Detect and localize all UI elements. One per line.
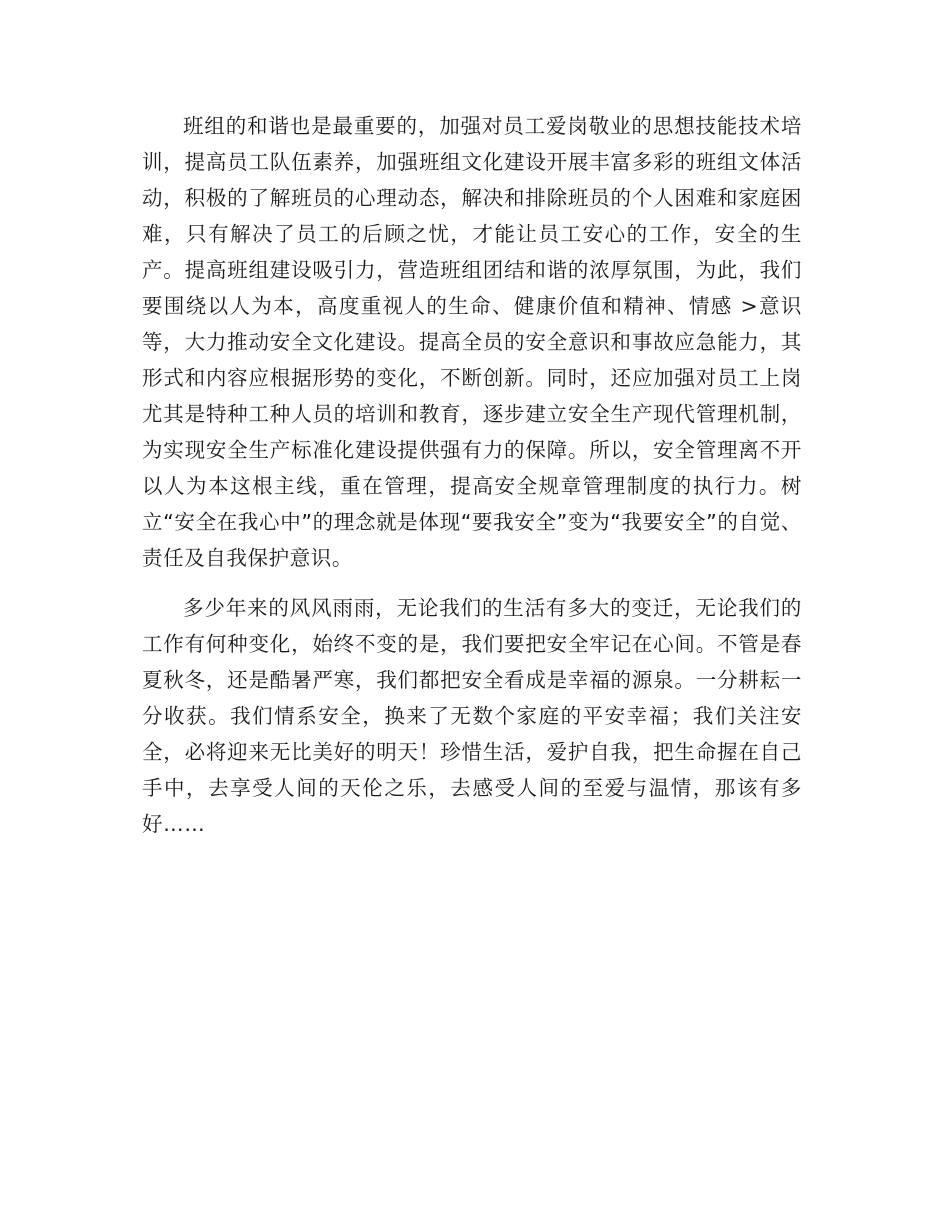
- document-body: [142, 108, 802, 842]
- paragraph: 班组的和谐也是最重要的，加强对员工爱岗敬业的思想技能技术培训，提高员工队伍素养，加强班组文化建设开展丰富多彩的班组文体活动，积极的了解班员的心理动态，解决和排除班员的个人困难和家庭困难，只有解决了员工的后顾之忧，才能让员工安心的工作，安全的生产。提高班组建设吸引力，营造班组团结和谐的浓厚氛围，为此，我们要围绕以人为本，高度重视人的生命、健康价值和精神、情感 >意识等，大力推动安全文化建设。提高全员的安全意识和事故应急能力，其形式和内容应根据形势的变化，不断创新。同时，还应加强对员工上岗尤其是特种工种人员的培训和教育，逐步建立安全生产现代管理机制，为实现安全生产标准化建设提供强有力的保障。所以，安全管理离不开以人为本这根主线，重在管理，提高安全规章管理制度的执行力。树立“安全在我心中”的理念就是体现“要我安全”变为“我要安全”的自觉、责任及自我保护意识。: [142, 114, 802, 570]
- paragraph: 多少年来的风风雨雨，无论我们的生活有多大的变迁，无论我们的工作有何种变化，始终不变的是，我们要把安全牢记在心间。不管是春夏秋冬，还是酷暑严寒，我们都把安全看成是幸福的源泉。一分耕耘一分收获。我们情系安全，换来了无数个家庭的平安幸福；我们关注安全，必将迎来无比美好的明天！珍惜生活，爱护自我，把生命握在自己手中，去享受人间的天伦之乐，去感受人间的至爱与温情，那该有多好……: [142, 596, 802, 836]
